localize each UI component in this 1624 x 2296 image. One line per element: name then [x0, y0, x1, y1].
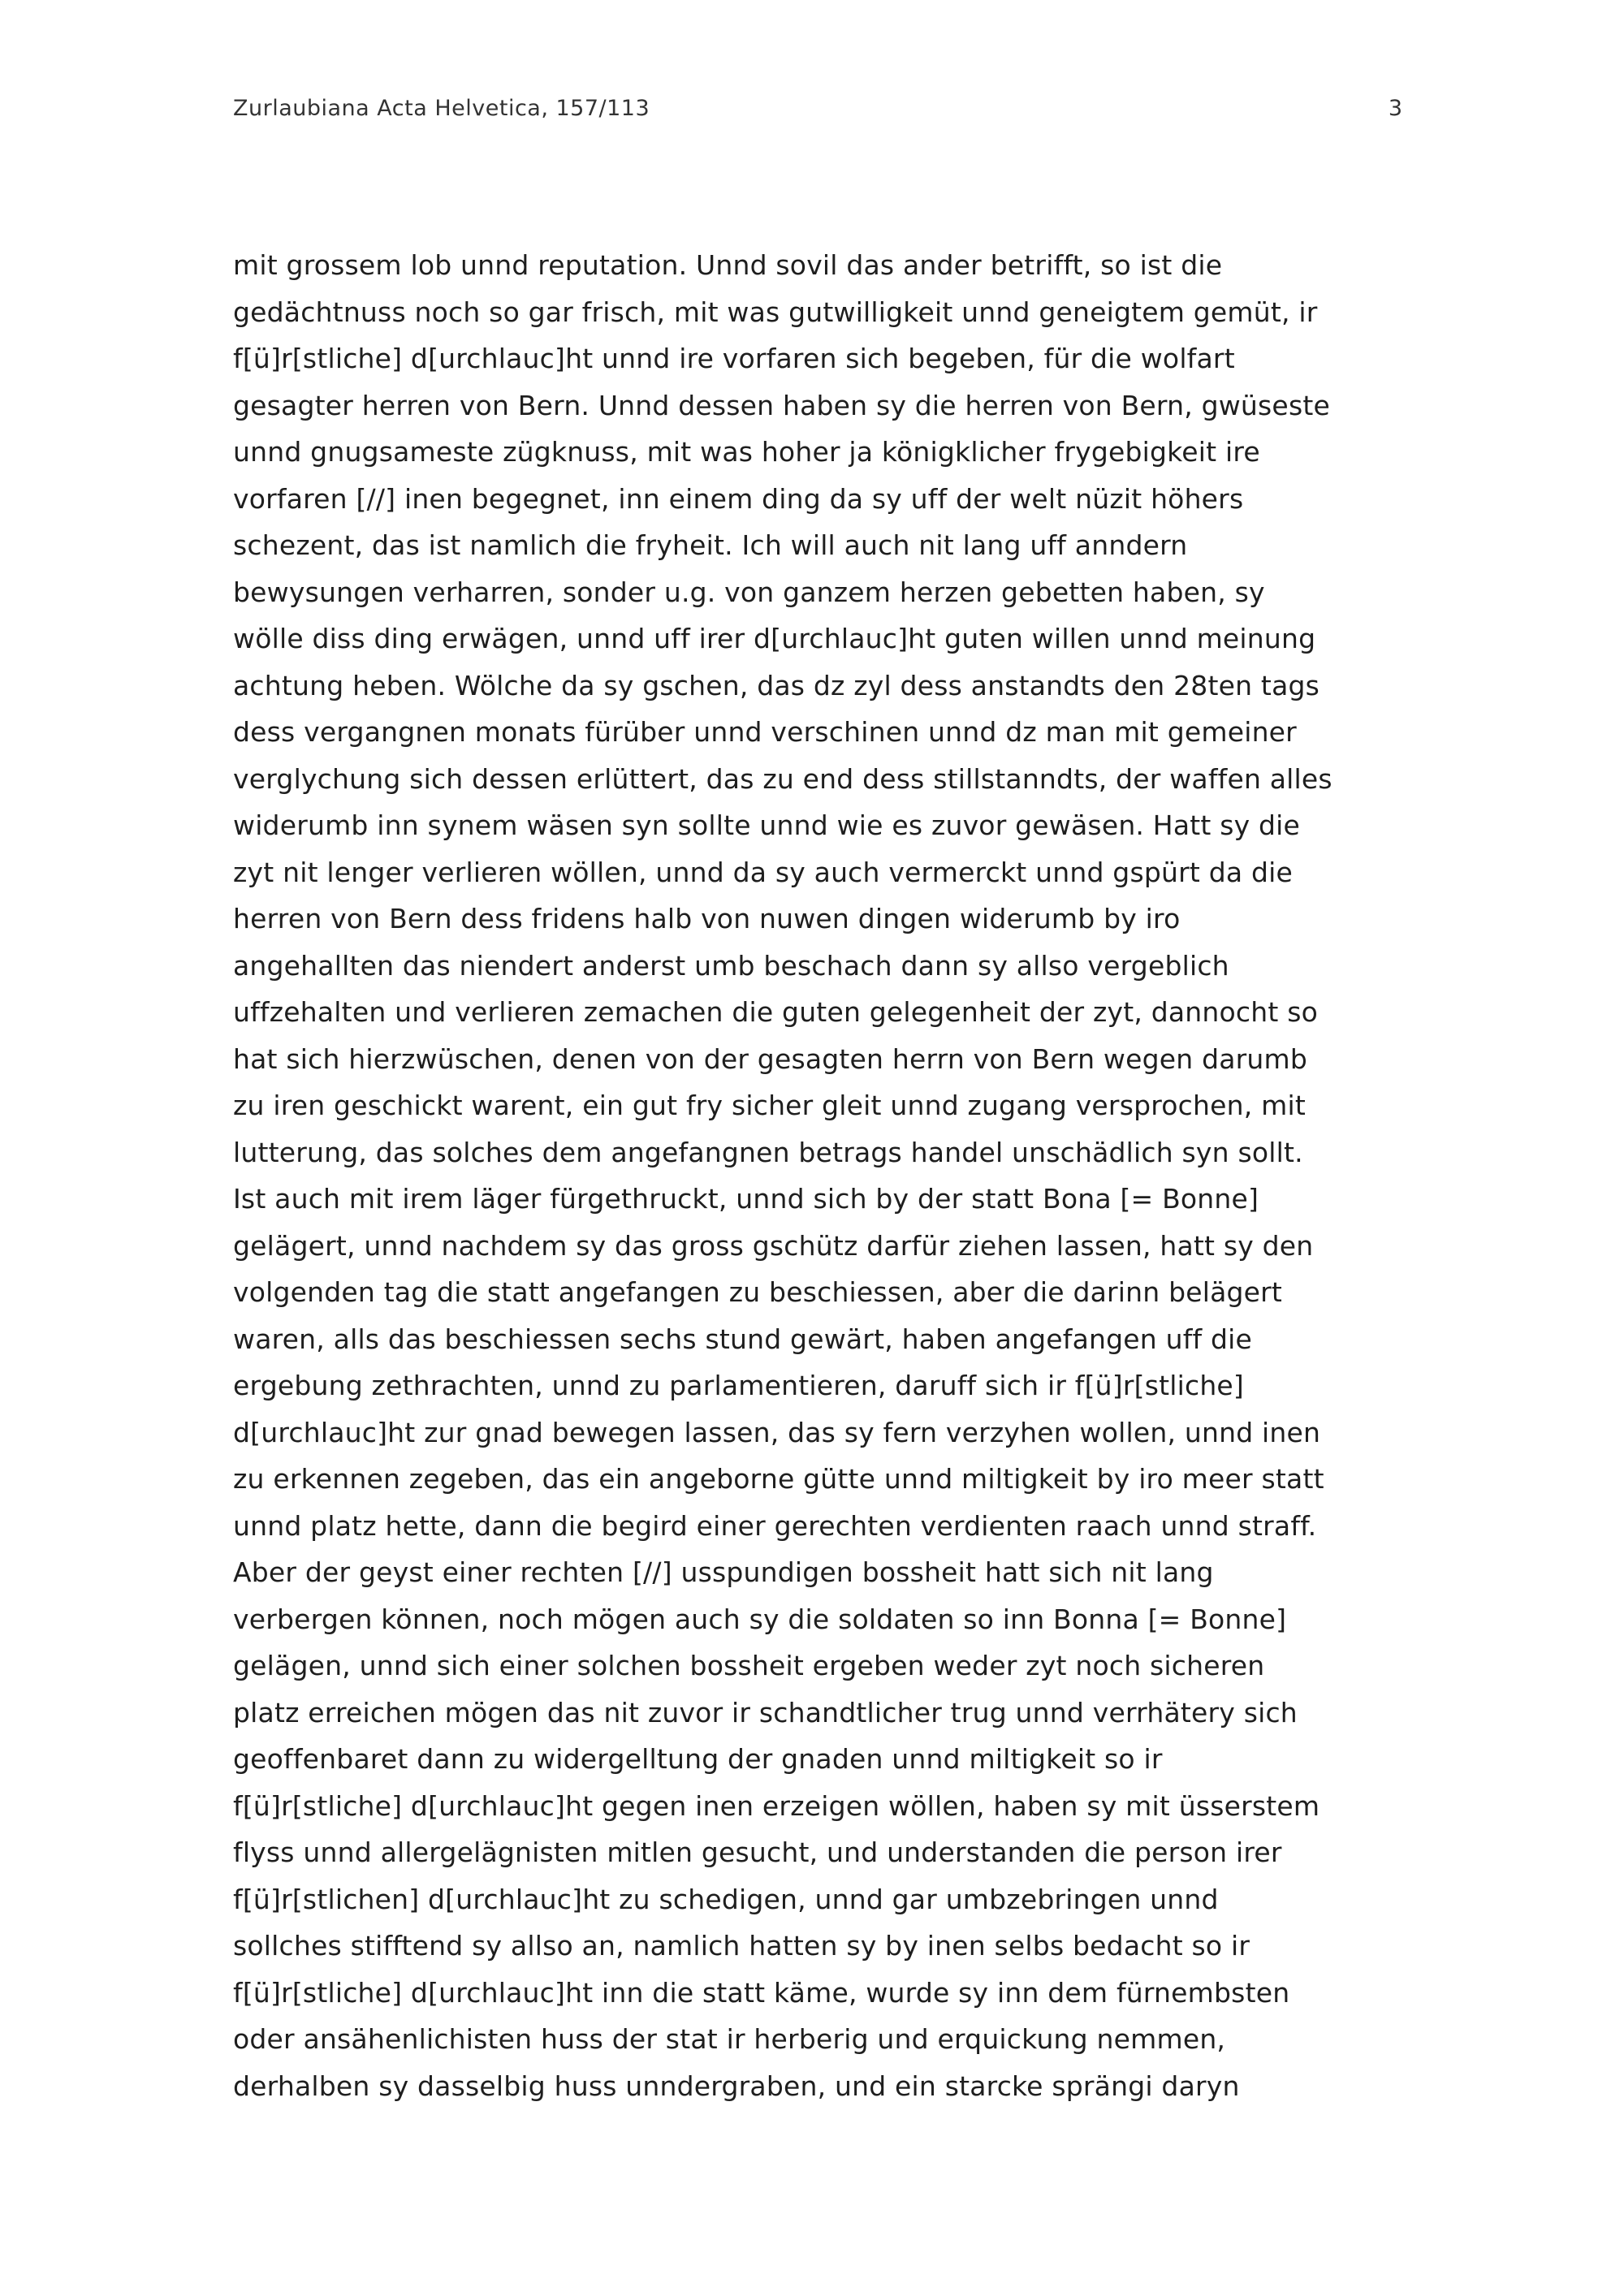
text-line: wölle diss ding erwägen, unnd uff irer d[urchlauc]ht guten willen unnd meinung: [233, 623, 1316, 654]
text-line: hat sich hierzwüschen, denen von der gesagten herrn von Bern wegen darumb: [233, 1042, 1308, 1075]
running-header-title: Zurlaubiana Acta Helvetica, 157/113: [233, 96, 650, 121]
text-line: angehallten das niendert anderst umb beschach dann sy allso vergeblich: [233, 949, 1229, 982]
text-line: uffzehalten und verlieren zemachen die guten gelegenheit der zyt, dannocht so: [233, 996, 1318, 1028]
text-line: schezent, das ist namlich die fryheit. Ich will auch nit lang uff anndern: [233, 529, 1188, 561]
text-line: zyt nit lenger verlieren wöllen, unnd da sy auch vermerckt unnd gspürt da die: [233, 856, 1293, 888]
text-line: geoffenbaret dann zu widergelltung der gnaden unnd miltigkeit so ir: [233, 1743, 1163, 1775]
text-line: achtung heben. Wölche da sy gschen, das dz zyl dess anstandts den 28ten tags: [233, 669, 1320, 701]
text-line: Ist auch mit irem läger fürgethruckt, unnd sich by der statt Bona [= Bonne]: [233, 1183, 1259, 1215]
text-line: f[ü]r[stlichen] d[urchlauc]ht zu schedigen, unnd gar umbzebringen unnd: [233, 1883, 1219, 1915]
text-line: Aber der geyst einer rechten [//] usspundigen bossheit hatt sich nit lang: [233, 1556, 1214, 1588]
text-line: waren, alls das beschiessen sechs stund gewärt, haben angefangen uff die: [233, 1323, 1253, 1355]
text-line: zu iren geschickt warent, ein gut fry sicher gleit unnd zugang versprochen, mit: [233, 1090, 1306, 1121]
text-line: zu erkennen zegeben, das ein angeborne gütte unnd miltigkeit by iro meer statt: [233, 1463, 1324, 1495]
text-line: verbergen können, noch mögen auch sy die soldaten so inn Bonna [= Bonne]: [233, 1603, 1287, 1635]
body-text: [233, 242, 1419, 2109]
text-line: sollches stifftend sy allso an, namlich hatten sy by inen selbs bedacht so ir: [233, 1930, 1250, 1962]
text-line: d[urchlauc]ht zur gnad bewegen lassen, das sy fern verzyhen wollen, unnd inen: [233, 1416, 1321, 1448]
text-line: unnd platz hette, dann die begird einer gerechten verdienten raach unnd straff.: [233, 1509, 1317, 1542]
text-line: volgenden tag die statt angefangen zu beschiessen, aber die darinn belägert: [233, 1276, 1283, 1308]
text-line: f[ü]r[stliche] d[urchlauc]ht inn die statt käme, wurde sy inn dem fürnembsten: [233, 1976, 1290, 2009]
page-header: [233, 96, 1402, 128]
text-line: unnd gnugsameste zügknuss, mit was hoher ja königklicher frygebigkeit ire: [233, 436, 1260, 468]
text-line: verglychung sich dessen erlüttert, das zu end dess stillstanndts, der waffen alles: [233, 762, 1332, 795]
text-line: vorfaren [//] inen begegnet, inn einem ding da sy uff der welt nüzit höhers: [233, 482, 1244, 515]
text-line: bewysungen verharren, sonder u.g. von ganzem herzen gebetten haben, sy: [233, 576, 1265, 608]
text-line: ergebung zethrachten, unnd zu parlamentieren, daruff sich ir f[ü]r[stliche]: [233, 1370, 1245, 1401]
text-line: gesagter herren von Bern. Unnd dessen haben sy die herren von Bern, gwüseste: [233, 389, 1330, 421]
text-line: gedächtnuss noch so gar frisch, mit was gutwilligkeit unnd geneigtem gemüt, ir: [233, 296, 1318, 328]
text-line: lutterung, das solches dem angefangnen betrags handel unschädlich syn sollt.: [233, 1136, 1303, 1168]
text-line: gelägen, unnd sich einer solchen bossheit ergeben weder zyt noch sicheren: [233, 1650, 1265, 1681]
text-line: mit grossem lob unnd reputation. Unnd sovil das ander betrifft, so ist die: [233, 249, 1223, 281]
text-line: derhalben sy dasselbig huss unndergraben, und ein starcke sprängi daryn: [233, 2069, 1240, 2102]
page-number: 3: [1388, 96, 1402, 121]
text-line: platz erreichen mögen das nit zuvor ir schandtlicher trug unnd verrhätery sich: [233, 1696, 1298, 1728]
text-line: gelägert, unnd nachdem sy das gross gschütz darfür ziehen lassen, hatt sy den: [233, 1229, 1314, 1262]
text-line: herren von Bern dess fridens halb von nuwen dingen widerumb by iro: [233, 903, 1181, 934]
text-line: widerumb inn synem wäsen syn sollte unnd wie es zuvor gewäsen. Hatt sy die: [233, 809, 1301, 841]
text-line: oder ansähenlichisten huss der stat ir herberig und erquickung nemmen,: [233, 2023, 1226, 2055]
text-line: dess vergangnen monats fürüber unnd verschinen unnd dz man mit gemeiner: [233, 716, 1297, 748]
text-line: f[ü]r[stliche] d[urchlauc]ht unnd ire vorfaren sich begeben, für die wolfart: [233, 343, 1235, 374]
text-line: flyss unnd allergelägnisten mitlen gesucht, und understanden die person irer: [233, 1836, 1282, 1868]
text-line: f[ü]r[stliche] d[urchlauc]ht gegen inen erzeigen wöllen, haben sy mit üsserstem: [233, 1789, 1320, 1822]
